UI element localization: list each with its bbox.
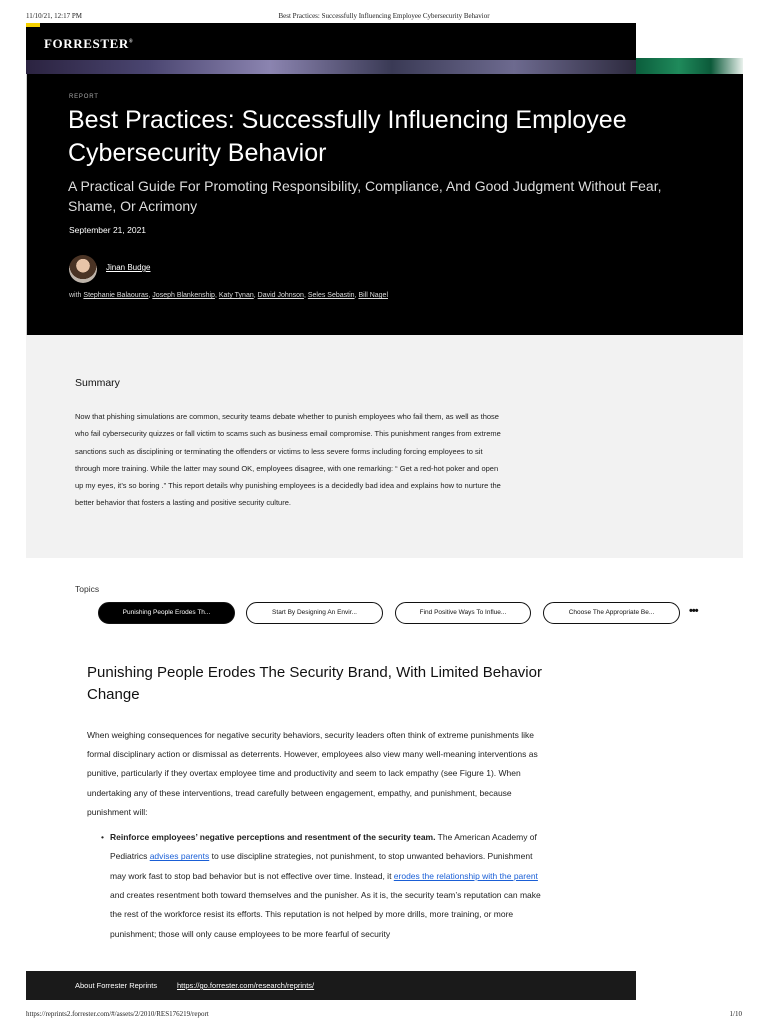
hero-image-strip bbox=[26, 60, 636, 74]
advises-parents-link[interactable]: advises parents bbox=[149, 851, 210, 862]
report-subtitle: A Practical Guide For Promoting Responsibility, Compliance, And Good Judgment Without Fear, Shame, Or Acrimony bbox=[68, 178, 662, 214]
bullet-lead: Reinforce employees’ negative perceptions and resentment of the security team. bbox=[110, 832, 436, 843]
print-header bbox=[0, 0, 768, 22]
erodes-relationship-link[interactable]: erodes the relationship with the parent bbox=[393, 870, 538, 881]
coauthor-list: with Stephanie Balaouras, Joseph Blankenship, Katy Tynan, David Johnson, Seles Sebastin, Bill Nagel bbox=[69, 292, 389, 299]
more-topics-icon[interactable]: ••• bbox=[689, 605, 698, 617]
section-heading: Punishing People Erodes The Security Brand, With Limited Behavior Change bbox=[87, 664, 542, 703]
coauthor-link[interactable]: Katy Tynan bbox=[218, 292, 254, 299]
site-header bbox=[26, 23, 636, 60]
section-intro: When weighing consequences for negative security behaviors, security leaders often think of extreme punishments like formal disciplinary action or dismissal as deterrents. However, employees also view many well-meaning interventions as punitive, particularly if they overtax employee time and productivity and seem to lack empathy (see Figure 1). When undertaking any of these interventions, tread carefully between engagement, empathy, and punishment, because punishment will: bbox=[87, 730, 538, 817]
author-avatar bbox=[69, 255, 97, 283]
author-link[interactable]: Jinan Budge bbox=[106, 263, 151, 272]
print-timestamp: 11/10/21, 12:17 PM bbox=[26, 12, 82, 20]
consequence-list bbox=[87, 828, 547, 944]
print-doc-title: Best Practices: Successfully Influencing Employee Cybersecurity Behavior bbox=[278, 12, 490, 20]
coauthor-link[interactable]: Joseph Blankenship bbox=[152, 292, 215, 299]
article-body bbox=[87, 662, 547, 944]
hero-image-green-edge bbox=[636, 58, 743, 74]
coauthor-link[interactable]: David Johnson bbox=[257, 292, 304, 299]
report-title: Best Practices: Successfully Influencing Employee Cybersecurity Behavior bbox=[68, 106, 627, 167]
topics-pill-bar bbox=[98, 602, 718, 624]
topic-pill-punishing[interactable]: Punishing People Erodes Th... bbox=[98, 602, 235, 624]
topic-pill-start-designing[interactable]: Start By Designing An Envir... bbox=[246, 602, 383, 624]
report-hero bbox=[26, 74, 743, 335]
reprints-bar bbox=[26, 971, 636, 1000]
print-page-number: 1/10 bbox=[729, 1010, 742, 1018]
coauthor-link[interactable]: Seles Sebastin bbox=[307, 292, 355, 299]
coauthor-link[interactable]: Stephanie Balaouras bbox=[83, 292, 149, 299]
reprints-label: About Forrester Reprints bbox=[75, 981, 158, 990]
page-left-edge bbox=[26, 74, 27, 339]
print-url: https://reprints2.forrester.com/#/assets/2/2010/RES176219/report bbox=[26, 1010, 209, 1018]
print-footer bbox=[0, 1006, 768, 1024]
with-label: with bbox=[69, 292, 82, 299]
coauthor-link[interactable]: Bill Nagel bbox=[358, 292, 389, 299]
summary-text: Now that phishing simulations are common, security teams debate whether to punish employees who fail them, as well as those who fail cybersecurity quizzes or fall victim to scams such as business email compromise. This punishment ranges from extreme sanctions such as disciplining or terminating the offenders or victims to less severe forms including forcing employees to sit through more training. While the latter may sound OK, employees disagree, with one remarking: “ Get a red-hot poker and open up my eyes, it’s so boring .” This report details why punishing employees is a decidedly bad idea and explains how to nurture the better behavior that fosters a lasting and positive security culture. bbox=[75, 412, 501, 508]
report-kicker: REPORT bbox=[69, 94, 99, 100]
reprints-link[interactable]: https://go.forrester.com/research/reprints/ bbox=[177, 981, 315, 990]
header-right-blank bbox=[636, 23, 743, 60]
brand-accent-mark bbox=[26, 23, 40, 27]
topic-pill-choose-appropriate[interactable]: Choose The Appropriate Be... bbox=[543, 602, 680, 624]
summary-section bbox=[26, 335, 743, 558]
topic-pill-find-positive[interactable]: Find Positive Ways To Influe... bbox=[395, 602, 531, 624]
list-item: • Reinforce employees’ negative perceptions and resentment of the security team. The American Academy of Pediatrics advises parents to use discipline strategies, not punishment, to stop unwanted behaviors. Punishment may work fast to stop bad behavior but is not effective over time. Instead, it erodes the relationship with the parent and creates resentment both toward themselves and the punisher. As it is, the security team’s reputation can make the rest of the workforce resist its efforts. This reputation is not helped by more drills, more training, or more punishment; those will only cause employees to be more fearful of security bbox=[110, 828, 547, 944]
topics-label: Topics bbox=[75, 584, 100, 594]
summary-heading: Summary bbox=[75, 377, 120, 389]
report-date: September 21, 2021 bbox=[69, 225, 147, 235]
forrester-logo[interactable]: FORRESTER® bbox=[44, 36, 134, 51]
